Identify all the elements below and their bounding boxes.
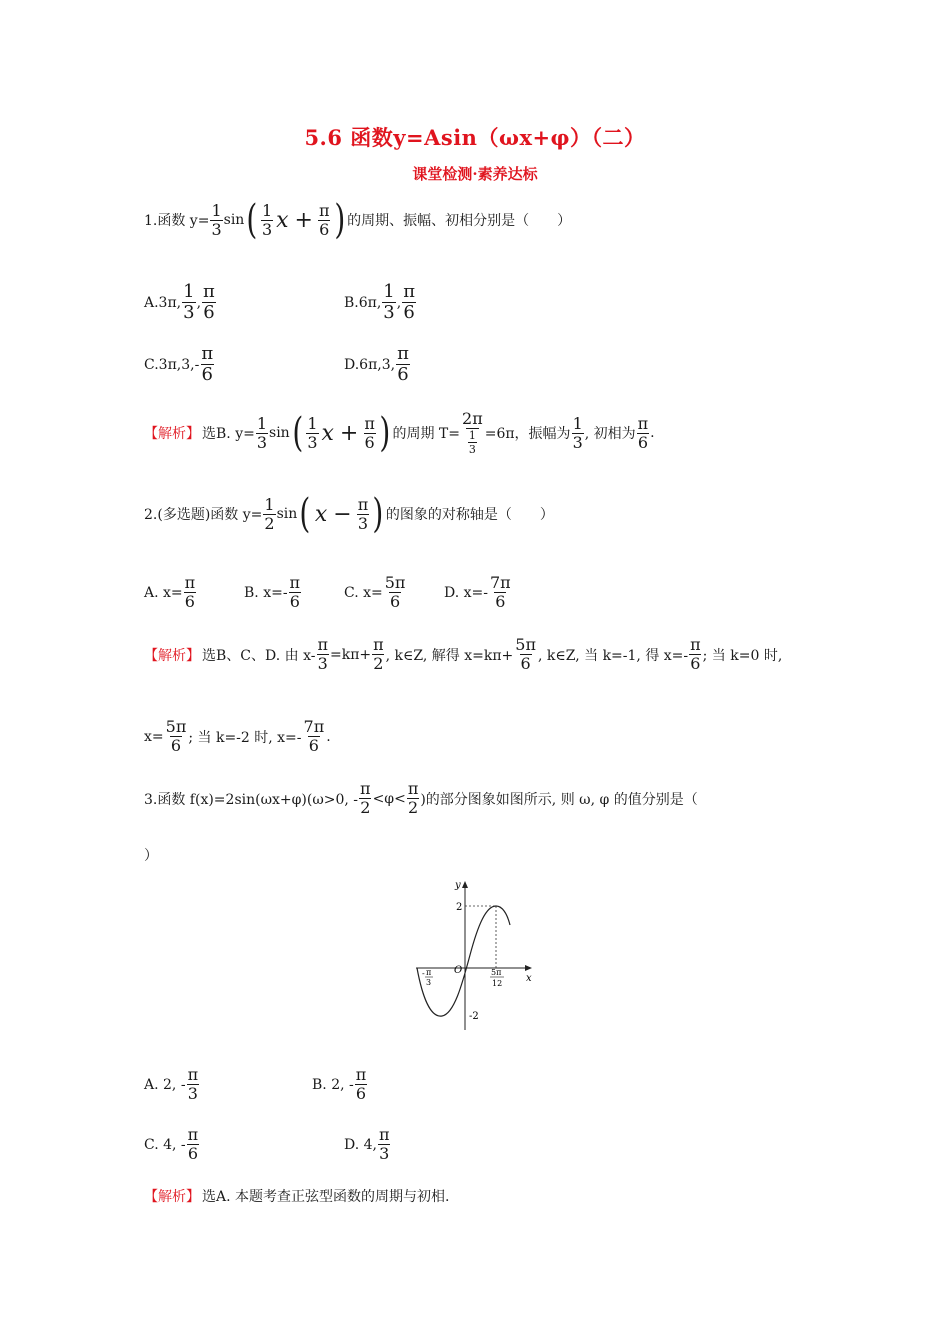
q3-option-a: A. 2, - $\frac{\pi}{3}$	[144, 1065, 199, 1103]
question-3-continued: ）	[144, 848, 158, 864]
q2-option-b: B. x=- $\frac{\pi}{6}$	[244, 573, 301, 611]
q1-option-a: A.3π, $\frac{1}{3}$ , $\frac{\pi}{6}$	[144, 281, 215, 323]
q2-option-a: A. x= $\frac{\pi}{6}$	[144, 573, 196, 611]
left-tick-den: 3	[426, 978, 432, 987]
q3-answer: 【解析】 选A. 本题考查正弦型函数的周期与初相.	[144, 1189, 450, 1205]
q1-answer: 【解析】 选B. y= $\frac{1}{3}$ sin ( $\frac{1}{3}$ x + $\frac{\pi}{6}$ ) 的周期 T= $\frac{2\pi}{\frac{1}{3}}$ =6π，振幅为 $\frac{1}{3}$ , 初相为 $\frac{\pi}{6}$ .	[144, 409, 655, 456]
q3-option-c: C. 4, - $\frac{\pi}{6}$	[144, 1125, 199, 1163]
y-max-label: 2	[456, 902, 463, 913]
right-tick-num: 5π	[491, 968, 502, 977]
y-min-label: -2	[469, 1011, 479, 1022]
q1-freq-fraction: $\frac{1}{3}$	[261, 200, 273, 239]
origin-label: O	[454, 965, 463, 976]
q1-prefix: 1.函数 y=	[144, 213, 210, 229]
q1-coef-fraction: $\frac{1}{3}$	[211, 200, 222, 239]
q1-option-d: D.6π,3, $\frac{\pi}{6}$	[344, 343, 409, 385]
y-axis-label: y	[455, 880, 461, 891]
q2-answer-line-2: x= $\frac{5\pi}{6}$ ; 当 k=-2 时, x=- $\frac{7\pi}{6}$ .	[144, 717, 331, 755]
x-axis-label: x	[526, 973, 532, 984]
question-3: 3.函数 f(x)=2sin(ωx+φ)(ω>0, - $\frac{\pi}{2}$ <φ< $\frac{\pi}{2}$ )的部分图象如图所示, 则 ω, φ 的值分别是（	[144, 779, 698, 817]
answer-tag: 【解析】	[144, 426, 200, 442]
page-title: 5.6 函数y=Asin（ωx+φ）（二）	[304, 125, 646, 150]
sine-graph	[412, 875, 542, 1035]
q3-option-b: B. 2, - $\frac{\pi}{6}$	[312, 1065, 367, 1103]
q1-phase-fraction: $\frac{\pi}{6}$	[318, 200, 330, 239]
left-tick-sign: -	[422, 969, 425, 978]
q1-option-b: B.6π, $\frac{1}{3}$ , $\frac{\pi}{6}$	[344, 281, 416, 323]
right-tick-den: 12	[492, 979, 503, 988]
q2-option-c: C. x= $\frac{5\pi}{6}$	[344, 573, 406, 611]
question-1: 1.函数 y= $\frac{1}{3}$ sin ( $\frac{1}{3}$ x + $\frac{\pi}{6}$ ) 的周期、振幅、初相分别是（ ）	[144, 197, 572, 243]
q2-option-d: D. x=- $\frac{7\pi}{6}$	[444, 573, 511, 611]
q1-suffix: 的周期、振幅、初相分别是（ ）	[347, 213, 572, 229]
q3-option-d: D. 4, $\frac{\pi}{3}$	[344, 1125, 390, 1163]
question-2: 2.(多选题)函数 y= $\frac{1}{2}$ sin ( x − $\frac{\pi}{3}$ ) 的图象的对称轴是（ ）	[144, 491, 554, 537]
q1-sin: sin	[223, 212, 245, 228]
left-tick-num: π	[426, 968, 432, 977]
y-axis-arrow	[462, 881, 468, 888]
page-subtitle: 课堂检测·素养达标	[412, 165, 538, 183]
x-axis-arrow	[525, 965, 532, 971]
q2-answer-line-1: 【解析】 选B、C、D. 由 x- $\frac{\pi}{3}$ =kπ+ $\frac{\pi}{2}$ , k∈Z, 解得 x=kπ+ $\frac{5\pi}{6}$ , k∈Z, 当 k=-1, 得 x=- $\frac{\pi}{6}$ ; 当 k=0 时,	[144, 635, 783, 673]
q1-option-c: C.3π,3,- $\frac{\pi}{6}$	[144, 343, 214, 385]
